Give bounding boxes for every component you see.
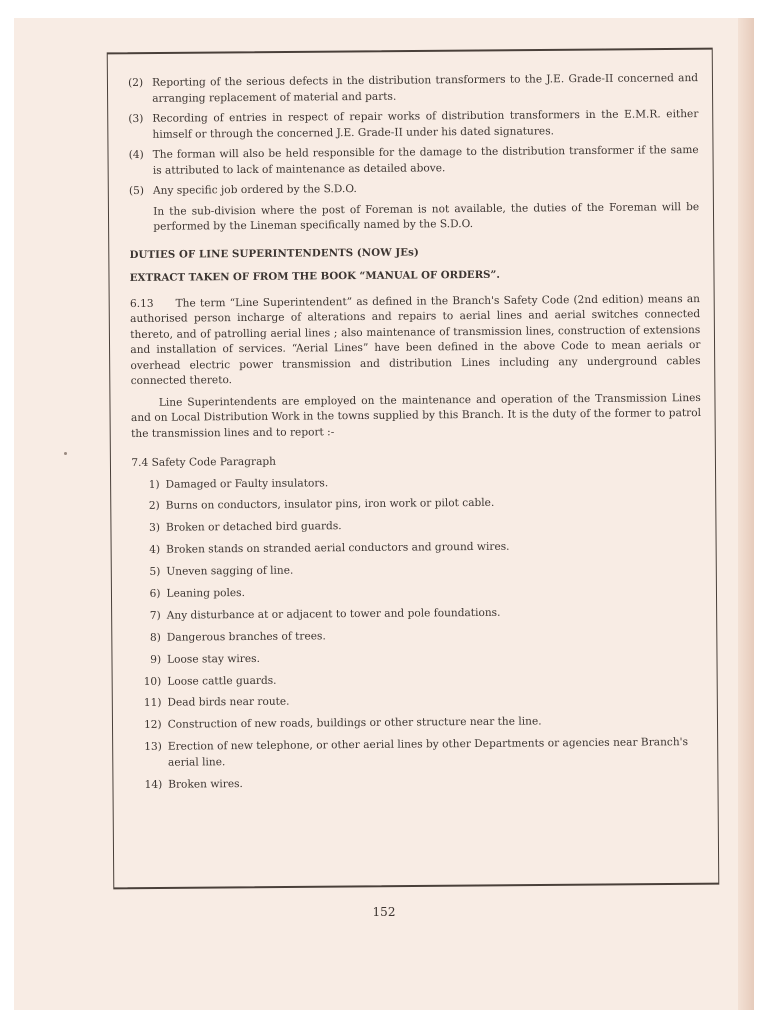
list-item-number: 2) [148, 500, 160, 513]
section-heading-duties: DUTIES OF LINE SUPERINTENDENTS (NOW JEs) [129, 245, 419, 261]
list-item [133, 691, 703, 711]
foreman-note-text: In the sub-division where the post of Foreman is not available, the duties of the Foreman will be performed by the Lineman specifically named by the S.D.O. [153, 200, 700, 233]
list-item [129, 143, 699, 179]
list-item-text: Leaning poles. [166, 586, 246, 600]
list-item-number: 6) [149, 587, 161, 600]
list-item-text: Reporting of the serious defects in the distribution transformers to the J.E. Grade-II concerned and arranging replacement of material and parts. [152, 72, 699, 105]
employed-paragraph: Line Superintendents are employed on the maintenance and operation of the Transmission Lines and on Local Distribution Work in the towns supplied by this Branch. It is the duty of the former to patrol the transmission lines and to report :- [130, 391, 702, 440]
list-item-number: 9) [150, 653, 162, 666]
list-item [132, 516, 702, 536]
list-item-number: 12) [143, 719, 162, 732]
list-item [129, 179, 699, 199]
list-item-number: (3) [128, 112, 144, 125]
section-heading-extract: EXTRACT TAKEN OF FROM THE BOOK “MANUAL OF ORDERS”. [129, 268, 500, 284]
list-item-number: 3) [149, 522, 160, 535]
list-item-text: Recording of entries in respect of repair works of distribution transformers in the E.M.R. either himself or through the concerned J.E. Grade-II under his dated signatures. [152, 108, 699, 141]
list-item-text: Erection of new telephone, or other aerial lines by other Departments or agencies near Branch's aerial line. [167, 736, 689, 769]
list-item [128, 71, 698, 107]
document-body [128, 71, 704, 799]
list-item [128, 107, 698, 143]
list-item-text: Broken wires. [168, 777, 243, 791]
list-item [133, 670, 703, 690]
foreman-note [129, 200, 699, 236]
list-item-number: (2) [128, 76, 144, 89]
list-item-number: (5) [128, 184, 145, 197]
page-number: 152 [372, 905, 396, 919]
list-item-text: Dead birds near route. [167, 696, 290, 710]
list-item-text: Burns on conductors, insulator pins, iron work or pilot cable. [165, 497, 495, 513]
list-item [134, 773, 704, 793]
list-item-number: (4) [128, 148, 144, 161]
page-edge-shadow [738, 18, 754, 1010]
safety-code-heading: 7.4 Safety Code Paragraph [131, 455, 277, 469]
list-item-text: Uneven sagging of line. [166, 564, 294, 578]
list-item-number: 10) [143, 675, 162, 688]
list-item [132, 494, 702, 514]
list-item-number: 8) [149, 631, 161, 644]
list-item-text: Construction of new roads, buildings or other structure near the line. [167, 715, 542, 731]
list-item [134, 735, 704, 771]
list-item [132, 538, 702, 558]
list-item-number: 11) [143, 697, 162, 710]
list-item-text: Damaged or Faulty insulators. [165, 476, 329, 491]
list-item-text: The forman will also be held responsible for the damage to the distribution transformer if the same is attributed to lack of maintenance as detailed above. [152, 144, 699, 177]
list-item-number: 7) [149, 609, 161, 622]
list-item-text: Broken or detached bird guards. [165, 520, 342, 534]
clause-number: 6.13 [129, 297, 154, 310]
clause-text: The term “Line Superintendent” as defined in the Branch's Safety Code (2nd edition) means an authorised person incharge of alterations and repairs to aerial lines and aerial switches connected thereto, and of patrolling aerial lines ; also maintenance of transmission lines, construction of extensions and installation of services. “Aerial Lines” have been defined in the above Code to mean aerials or overhead electric power transmission and distribution Lines including any underground cables connected thereto. [130, 292, 701, 387]
list-item [133, 648, 703, 668]
list-item-text: Any disturbance at or adjacent to tower and pole foundations. [166, 606, 501, 622]
list-item [133, 626, 703, 646]
list-item-number: 4) [149, 543, 161, 557]
list-item-text: Any specific job ordered by the S.D.O. [152, 183, 357, 197]
list-item [132, 473, 702, 493]
list-item-text: Loose stay wires. [167, 652, 260, 666]
list-item-number: 13) [144, 740, 162, 754]
list-item-text: Broken stands on stranded aerial conductors and ground wires. [166, 540, 510, 556]
list-item-text: Dangerous branches of trees. [166, 630, 326, 644]
list-item-number: 5) [149, 565, 161, 578]
list-item [132, 582, 702, 602]
list-item-number: 14) [144, 778, 163, 791]
clause-paragraph [130, 292, 701, 390]
safety-code-list [132, 473, 705, 794]
list-item [132, 560, 702, 580]
list-item [133, 604, 703, 624]
speck [64, 452, 67, 455]
list-item-text: Loose cattle guards. [167, 674, 277, 688]
list-item [134, 713, 704, 733]
list-item-number: 1) [148, 478, 160, 491]
